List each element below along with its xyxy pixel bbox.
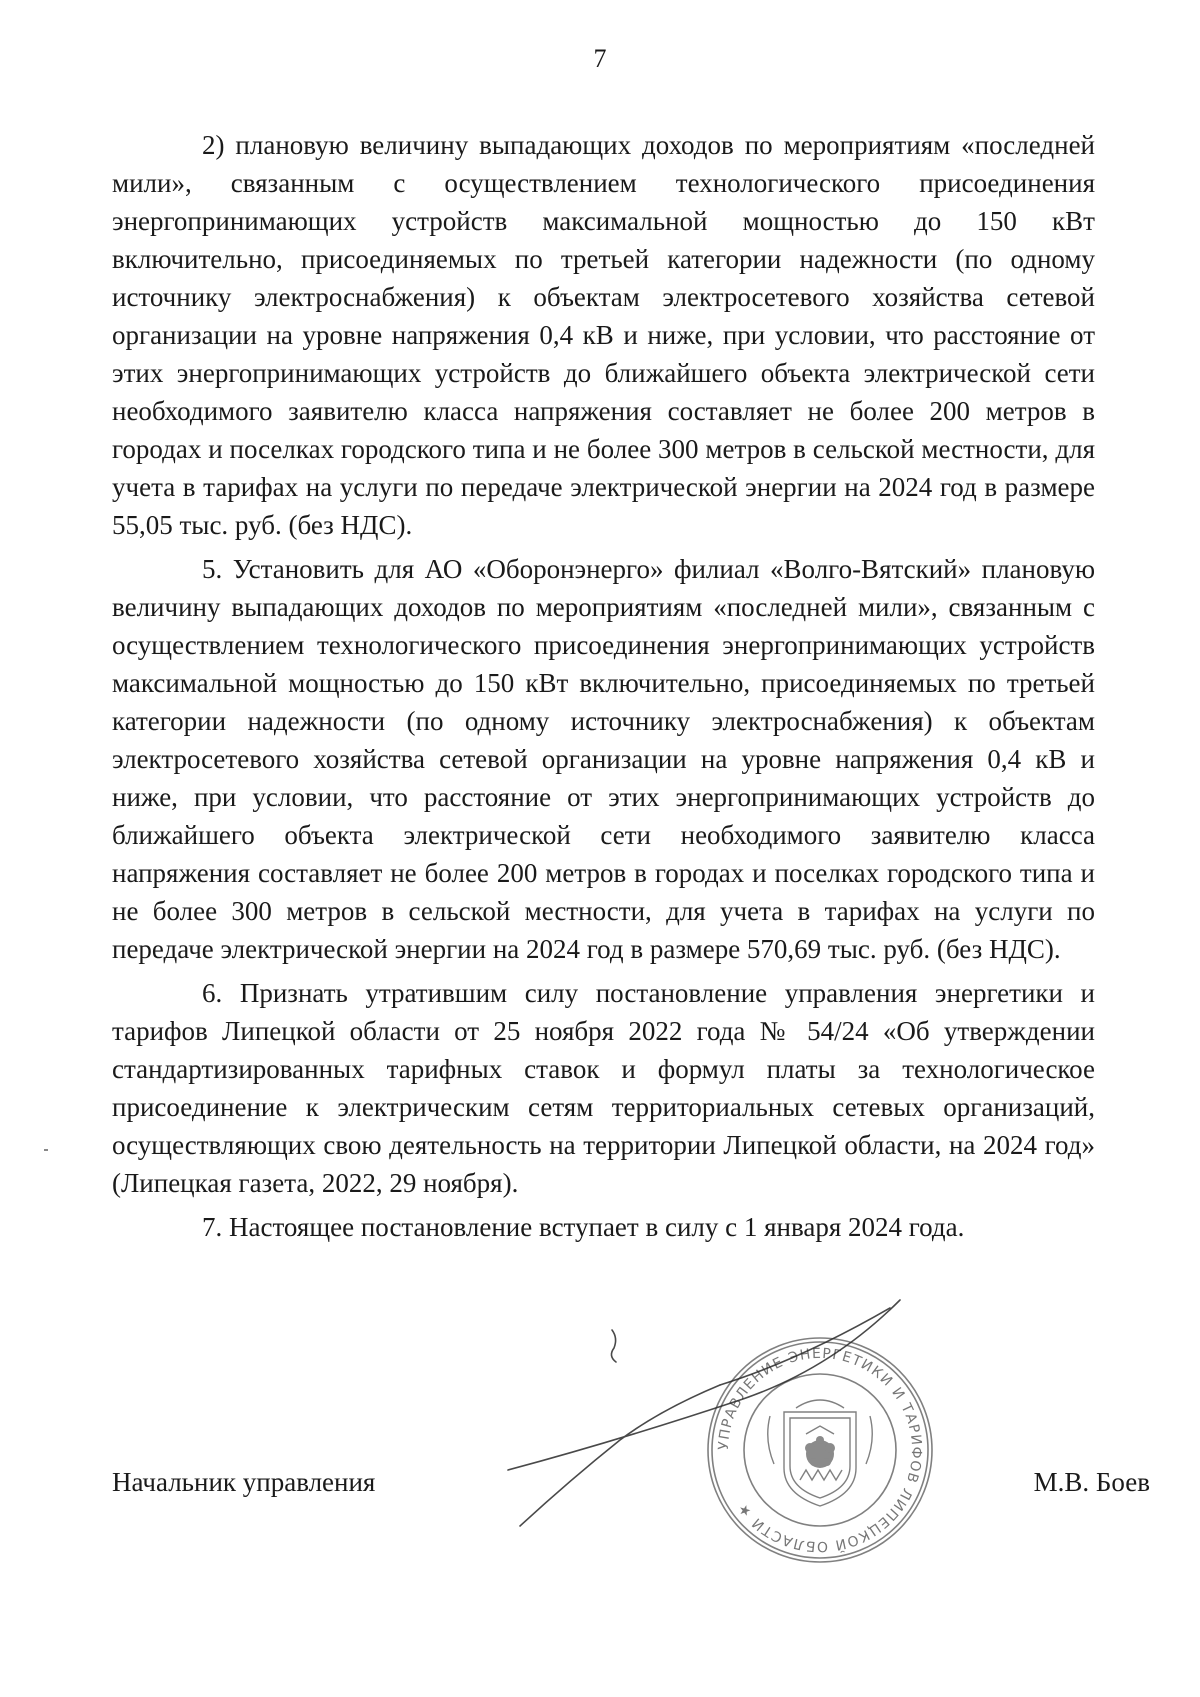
handwritten-signature bbox=[500, 1290, 980, 1550]
document-body bbox=[112, 126, 1095, 1252]
svg-text:УПРАВЛЕНИЕ ЭНЕРГЕТИКИ И ТАРИФО: УПРАВЛЕНИЕ ЭНЕРГЕТИКИ И ТАРИФОВ ЛИПЕЦКОЙ ОБЛАСТИ ★ bbox=[715, 1345, 925, 1555]
page-number: 7 bbox=[593, 44, 607, 73]
signatory-title: Начальник управления bbox=[112, 1467, 376, 1497]
paragraph-5-oboronenergo: 5. Установить для АО «Оборонэнерго» филиал «Волго-Вятский» плановую величину выпадающих доходов по мероприятиям «последней мили», связанным с осуществлением технологического присоединения энергопринимающих устройств максимальной мощностью до 150 кВт включительно, присоединяемых по третьей категории надежности (по одному источнику электроснабжения) к объектам электросетевого хозяйства сетевой организации на уровне напряжения 0,4 кВ и ниже, при условии, что расстояние от этих энергопринимающих устройств до ближайшего объекта электрической сети необходимого заявителю класса напряжения составляет не более 200 метров в городах и поселках городского типа и не более 300 метров в сельской местности, для учета в тарифах на услуги по передаче электрической энергии на 2024 год в размере 570,69 тыс. руб. (без НДС). bbox=[112, 554, 1095, 964]
signature-block bbox=[112, 1463, 1150, 1503]
signatory-name: М.В. Боев bbox=[1033, 1467, 1150, 1497]
paragraph-7-effective-date: 7. Настоящее постановление вступает в силу с 1 января 2024 года. bbox=[202, 1212, 965, 1242]
scan-artifact-dot bbox=[44, 1149, 48, 1151]
signature-graphic bbox=[500, 1290, 980, 1550]
paragraph-2-lost-revenue: 2) плановую величину выпадающих доходов по мероприятиям «последней мили», связанным с осуществлением технологического присоединения энергопринимающих устройств максимальной мощностью до 150 кВт включительно, присоединяемых по третьей категории надежности (по одному источнику электроснабжения) к объектам электросетевого хозяйства сетевой организации на уровне напряжения 0,4 кВ и ниже, при условии, что расстояние от этих энергопринимающих устройств до ближайшего объекта электрической сети необходимого заявителю класса напряжения составляет не более 200 метров в городах и поселках городского типа и не более 300 метров в сельской местности, для учета в тарифах на услуги по передаче электрической энергии на 2024 год в размере 55,05 тыс. руб. (без НДС). bbox=[112, 130, 1095, 540]
paragraph-6-repeal: 6. Признать утратившим силу постановление управления энергетики и тарифов Липецкой области от 25 ноября 2022 года № 54/24 «Об утверждении стандартизированных тарифных ставок и формул платы за технологическое присоединение к электрическим сетям территориальных сетевых организаций, осуществляющих свою деятельность на территории Липецкой области, на 2024 год» (Липецкая газета, 2022, 29 ноября). bbox=[112, 978, 1095, 1198]
